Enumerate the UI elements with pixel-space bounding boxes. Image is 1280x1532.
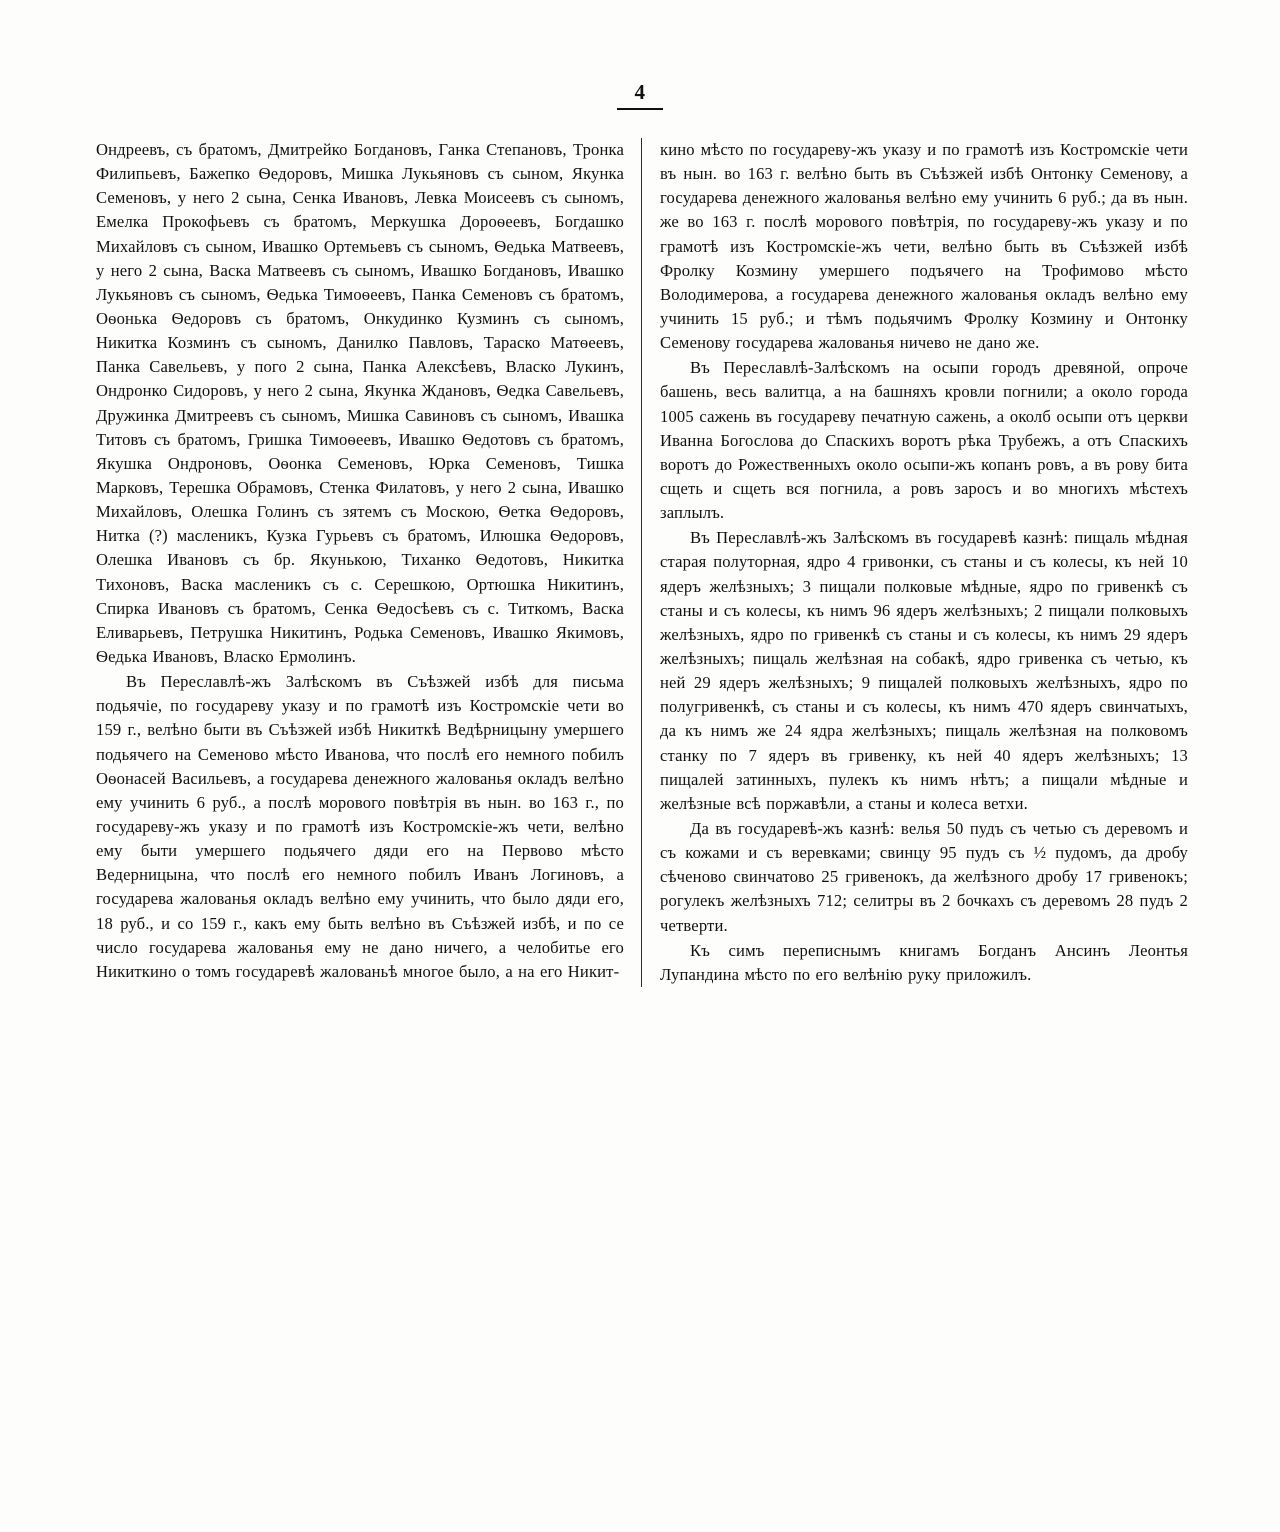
page-number: 4	[617, 80, 663, 110]
paragraph: Къ симъ переписнымъ книгамъ Богданъ Ансинъ Леонтья Лупандина мѣсто по его велѣнію руку приложилъ.	[660, 940, 1188, 984]
paragraph: кино мѣсто по государеву-жъ указу и по грамотѣ изъ Костромскіе чети въ нын. во 163 г. велѣно быть въ Съѣзжей избѣ Онтонку Семенову, а государева денежного жалованья велѣно ему учинить 6 руб.; да въ нын. же во 163 г. послѣ морового повѣтрія, по государеву-жъ указу и по грамотѣ изъ Костромскіе-жъ чети, велѣно быть въ Съѣзжей избѣ Фролку Козмину умершего подъячего на Трофимово мѣсто Володимерова, а государева денежного жалованья окладъ велѣно ему учинить 15 руб.; и тѣмъ подьячимъ Фролку Козмину и Онтонку Семенову государева жалованья ничево не дано же.	[660, 140, 1188, 353]
paragraph: Въ Переславлѣ-Залѣскомъ на осыпи городъ древяной, опроче башень, весь валитца, а на башняхъ кровли погнили; а около города 1005 сажень въ государеву печатную сажень, а околб осыпи отъ церкви Иванна Богослова до Спаскихъ воротъ рѣка Трубежъ, а отъ Спаскихъ воротъ до Рожественныхъ около осыпи-жъ копанъ ровъ, а въ рову бита сщеть и сщеть вся погнила, а ровъ заросъ и во многихъ мѣстехъ заплылъ.	[660, 358, 1188, 523]
paragraph: Въ Переславлѣ-жъ Залѣскомъ въ государевѣ казнѣ: пищаль мѣдная старая полуторная, ядро 4 гривонки, съ станы и съ колесы, къ ней 10 ядеръ желѣзныхъ; 3 пищали полковые мѣдные, ядро по гривенкѣ съ станы и съ колесы, къ нимъ 96 ядеръ желѣзныхъ; 2 пищали полковыхъ желѣзныхъ, ядро по гривенкѣ съ станы и съ колесы, къ нимъ 29 ядеръ желѣзныхъ; пищаль желѣзная на собакѣ, ядро гривенка съ четью, къ ней 29 ядеръ желѣзныхъ; 9 пищалей полковыхъ желѣзныхъ, ядро по полугривенкѣ, съ станы и съ колесы, къ нимъ 470 ядеръ свинчатыхъ, да къ нимъ же 24 ядра желѣзныхъ; пищаль желѣзная на полковомъ станку по 7 ядеръ въ гривенку, къ ней 40 ядеръ желѣзныхъ; 13 пищалей затинныхъ, пулекъ къ нимъ нѣтъ; а пищали мѣдные и желѣзные всѣ поржавѣли, а станы и колеса ветхи.	[660, 528, 1188, 813]
left-column	[96, 138, 642, 987]
two-column-body	[96, 138, 1188, 987]
paragraph: Въ Переславлѣ-жъ Залѣскомъ въ Съѣзжей избѣ для письма подьячіе, по государеву указу и по грамотѣ изъ Костромскіе чети во 159 г., велѣно быти въ Съѣзжей избѣ Никиткѣ Ведѣрницыну умершего подьячего на Семеново мѣсто Иванова, что послѣ его немного побилъ Оѳонасей Васильевъ, а государева денежного жалованья окладъ велѣно ему учинить 6 руб., а послѣ морового повѣтрія въ нын. во 163 г., по государеву-жъ указу и по грамотѣ изъ Костромскіе-жъ чети, велѣно ему быти умершего подьячего дяди его на Первово мѣсто Ведерницына, что послѣ его немного побилъ Иванъ Логиновъ, а государева жалованья окладъ велѣно ему учинить, что было дяди его, 18 руб., и со 159 г., какъ ему быть велѣно въ Съѣзжей избѣ, и по се число государева жалованья ему не дано ничего, а челобитье его Никиткино о томъ государевѣ жалованьѣ многое было, а на его Никит-	[96, 672, 624, 981]
page-header	[0, 80, 1280, 110]
paragraph: Ондреевъ, съ братомъ, Дмитрейко Богдановъ, Ганка Степановъ, Тронка Филипьевъ, Бажепко Ѳедоровъ, Мишка Лукьяновъ съ сыном, Якунка Семеновъ, у него 2 сына, Сенка Ивановъ, Левка Моисеевъ съ сыномъ, Емелка Прокофьевъ съ братомъ, Меркушка Дороѳеевъ, Богдашко Михайловъ съ сыном, Ивашко Ортемьевъ съ сыномъ, Ѳедька Матвеевъ, у него 2 сына, Васка Матвеевъ съ сыномъ, Ивашко Богдановъ, Ивашко Лукьяновъ съ сыномъ, Ѳедька Тимоѳеевъ, Панка Семеновъ съ братомъ, Оѳонька Ѳедоровъ съ братомъ, Онкудинко Кузминъ съ сыномъ, Никитка Козминъ съ сыномъ, Данилко Павловъ, Тараско Матѳеевъ, Панка Савельевъ, у пого 2 сына, Панка Алексѣевъ, Власко Лукинъ, Ондронко Сидоровъ, у него 2 сына, Якунка Ждановъ, Ѳедка Савельевъ, Дружинка Дмитреевъ съ сыномъ, Мишка Савиновъ съ сыномъ, Ивашка Титовъ съ братомъ, Гришка Тимоѳеевъ, Ивашко Ѳедотовъ съ братомъ, Якушка Ондроновъ, Оѳонка Семеновъ, Юрка Семеновъ, Тишка Марковъ, Терешка Обрамовъ, Стенка Филатовъ, у него 2 сына, Ивашко Михайловъ, Олешка Голинъ съ зятемъ съ Москою, Ѳетка Ѳедоровъ, Нитка (?) масленикъ, Кузка Гурьевъ съ братомъ, Илюшка Ѳедоровъ, Олешка Ивановъ съ бр. Якунькою, Тиханко Ѳедотовъ, Никитка Тихоновъ, Васка масленикъ съ с. Серешкою, Ортюшка Никитинъ, Спирка Ивановъ съ братомъ, Сенка Ѳедосѣевъ съ с. Титкомъ, Васка Еливарьевъ, Петрушка Никитинъ, Родька Семеновъ, Ивашко Якимовъ, Ѳедька Ивановъ, Власко Ермолинъ.	[96, 140, 624, 666]
paragraph: Да въ государевѣ-жъ казнѣ: велья 50 пудъ съ четью съ деревомъ и съ кожами и съ веревками; свинцу 95 пудъ съ ½ пудомъ, да дробу сѣченово свинчатово 25 гривенокъ, да желѣзного дробу 17 гривенокъ; рогулекъ желѣзныхъ 712; селитры въ 2 бочкахъ съ деревомъ 28 пудъ 2 четверти.	[660, 818, 1188, 935]
right-column	[642, 138, 1188, 987]
